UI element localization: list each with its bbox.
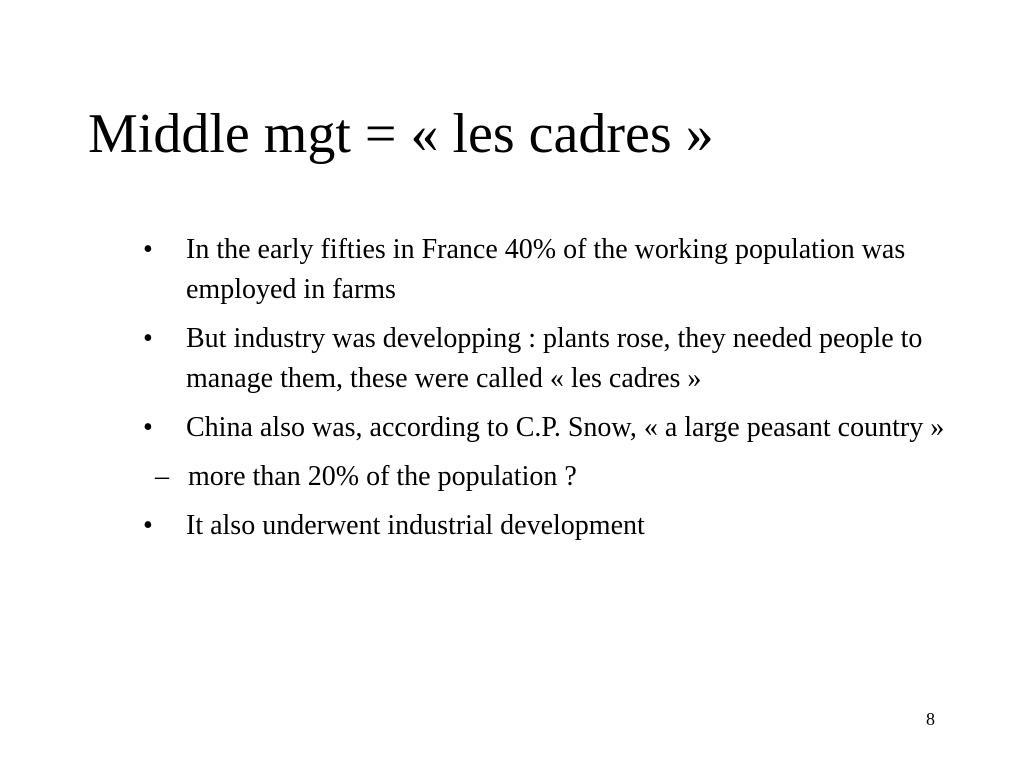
bullet-item: [143, 506, 953, 546]
bullet-marker: •: [143, 510, 153, 541]
bullet-text: In the early fifties in France 40% of the working population was employed in farms: [186, 234, 906, 305]
bullet-text: But industry was developping : plants rose, they needed people to manage them, these were called « les cadres »: [186, 323, 923, 394]
slide-title: Middle mgt = « les cadres »: [88, 103, 714, 165]
sub-bullet-item: [143, 457, 953, 497]
bullet-text: It also underwent industrial development: [186, 510, 645, 541]
sub-bullet-marker: –: [155, 461, 169, 492]
page-number: 8: [926, 709, 935, 729]
bullet-item: [143, 319, 953, 399]
bullet-list: [143, 230, 953, 555]
bullet-marker: •: [143, 412, 153, 443]
bullet-marker: •: [143, 323, 153, 354]
sub-bullet-text: more than 20% of the population ?: [188, 461, 577, 492]
bullet-item: [143, 408, 953, 448]
bullet-text: China also was, according to C.P. Snow, « a large peasant country »: [186, 412, 945, 443]
bullet-marker: •: [143, 234, 153, 265]
bullet-item: [143, 230, 953, 310]
